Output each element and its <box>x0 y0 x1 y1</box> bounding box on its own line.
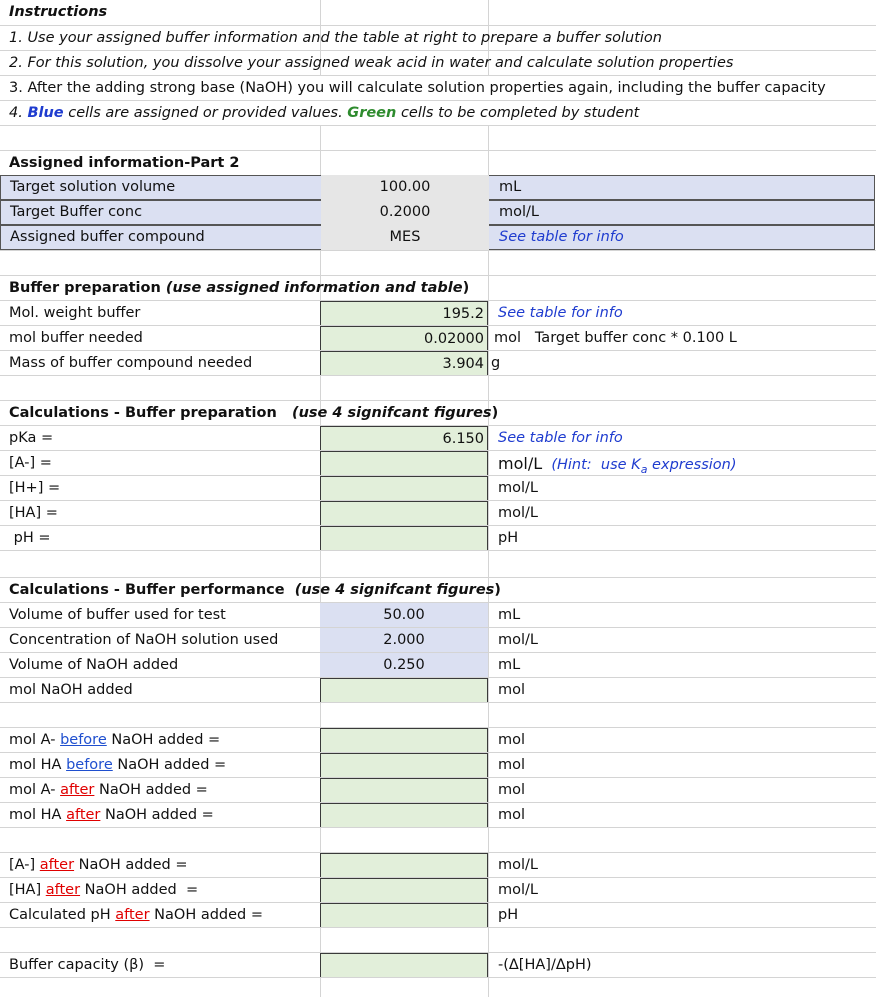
calc-perf-title-row <box>0 577 876 603</box>
perf-unit[interactable]: mL <box>498 607 521 623</box>
prep-title-row <box>0 275 876 301</box>
calc-prep-title-row <box>0 400 876 426</box>
assigned-label[interactable]: Assigned buffer compound <box>10 229 205 245</box>
prep-row <box>0 300 876 326</box>
calc-perf-row <box>0 677 876 703</box>
calc-perf-row <box>0 652 876 678</box>
calc-label[interactable]: [A-] = <box>9 455 52 471</box>
mol-unit[interactable]: mol <box>498 807 526 823</box>
calc-label[interactable]: [H+] = <box>9 480 61 496</box>
perf-value[interactable]: 2.000 <box>320 628 488 653</box>
instruction-text[interactable]: 3. After the adding strong base (NaOH) you will calculate solution properties again, including the buffer capacity <box>0 76 875 101</box>
assigned-row <box>0 200 875 225</box>
calc-input[interactable] <box>320 501 488 526</box>
mol-row <box>0 752 876 778</box>
calc-perf-row <box>0 627 876 653</box>
calc-perf-row <box>0 602 876 628</box>
blue-word: Blue <box>27 105 64 121</box>
assigned-unit[interactable]: mL <box>499 179 522 195</box>
calc-label[interactable]: pKa = <box>9 430 54 446</box>
instructions-title[interactable]: Instructions <box>9 4 108 20</box>
instructions-title-row <box>0 0 876 25</box>
calc-unit[interactable]: mol/L (Hint: use $K_a$ expression) <box>498 454 737 476</box>
conc-input[interactable] <box>320 878 488 903</box>
conc-row <box>0 852 876 878</box>
prep-title[interactable]: Buffer preparation (use assigned information and table) <box>9 280 470 296</box>
calc-unit[interactable]: pH <box>498 530 519 546</box>
calc-unit[interactable]: mol/L <box>498 505 538 521</box>
perf-unit[interactable]: mol <box>498 682 526 698</box>
mol-unit[interactable]: mol <box>498 757 526 773</box>
empty-row <box>0 827 876 853</box>
instruction-line-4 <box>0 100 876 126</box>
empty-row <box>0 375 876 401</box>
mol-input[interactable] <box>320 803 488 828</box>
mol-label[interactable]: mol HA after NaOH added = <box>9 807 214 823</box>
instruction-text[interactable]: 1. Use your assigned buffer information and the table at right to prepare a buffer solution <box>9 30 662 46</box>
prep-value[interactable]: 0.02000 <box>320 326 488 351</box>
perf-value[interactable]: 0.250 <box>320 653 488 678</box>
perf-value[interactable]: 50.00 <box>320 603 488 628</box>
assigned-value[interactable]: 100.00 <box>321 175 489 200</box>
calc-prep-row <box>0 425 876 451</box>
capacity-input[interactable] <box>320 953 488 978</box>
mol-input[interactable] <box>320 753 488 778</box>
assigned-title-row <box>0 150 876 176</box>
prep-label[interactable]: Mass of buffer compound needed <box>9 355 253 371</box>
instruction-line-1 <box>0 25 876 51</box>
assigned-value[interactable]: MES <box>321 225 489 250</box>
calc-prep-title[interactable]: Calculations - Buffer preparation (use 4 signifcant figures) <box>9 405 499 421</box>
mol-unit[interactable]: mol <box>498 732 526 748</box>
instruction-line-2 <box>0 50 876 76</box>
conc-row <box>0 877 876 903</box>
conc-label[interactable]: [HA] after NaOH added = <box>9 882 199 898</box>
calc-input[interactable] <box>320 476 488 501</box>
conc-label[interactable]: Calculated pH after NaOH added = <box>9 907 264 923</box>
assigned-row <box>0 175 875 200</box>
prep-row <box>0 350 876 376</box>
perf-input[interactable] <box>320 678 488 703</box>
calc-prep-row <box>0 525 876 551</box>
perf-label[interactable]: Volume of NaOH added <box>9 657 179 673</box>
calc-prep-row <box>0 500 876 526</box>
conc-unit[interactable]: mol/L <box>498 857 538 873</box>
table-info-link[interactable]: See table for info <box>498 430 623 446</box>
capacity-row <box>0 952 876 978</box>
empty-row <box>0 977 876 1003</box>
prep-unit[interactable]: mol Target buffer conc * 0.100 L <box>494 330 737 346</box>
empty-row <box>0 550 876 576</box>
assigned-value[interactable]: 0.2000 <box>321 200 489 225</box>
mol-row <box>0 802 876 828</box>
mol-label[interactable]: mol HA before NaOH added = <box>9 757 227 773</box>
calc-input[interactable] <box>320 451 488 476</box>
prep-unit[interactable]: g <box>491 355 501 371</box>
calc-perf-title[interactable]: Calculations - Buffer performance (use 4 signifcant figures) <box>9 582 501 598</box>
assigned-unit[interactable]: mol/L <box>499 204 539 220</box>
empty-row <box>0 702 876 728</box>
mol-input[interactable] <box>320 778 488 803</box>
table-info-link[interactable]: See table for info <box>498 305 623 321</box>
calc-label[interactable]: pH = <box>9 530 51 546</box>
assigned-row <box>0 225 875 250</box>
capacity-unit[interactable]: -(Δ[HA]/ΔpH) <box>498 957 592 973</box>
table-info-link[interactable]: See table for info <box>499 229 624 245</box>
mol-row <box>0 727 876 753</box>
perf-unit[interactable]: mL <box>498 657 521 673</box>
conc-row <box>0 902 876 928</box>
calc-prep-row <box>0 450 876 476</box>
empty-row <box>0 125 876 151</box>
conc-input[interactable] <box>320 903 488 928</box>
mol-unit[interactable]: mol <box>498 782 526 798</box>
conc-unit[interactable]: pH <box>498 907 519 923</box>
perf-label[interactable]: Volume of buffer used for test <box>9 607 226 623</box>
assigned-label[interactable]: Target solution volume <box>10 179 176 195</box>
empty-row <box>0 250 876 276</box>
mol-label[interactable]: mol A- after NaOH added = <box>9 782 208 798</box>
assigned-label[interactable]: Target Buffer conc <box>10 204 143 220</box>
mol-label[interactable]: mol A- before NaOH added = <box>9 732 221 748</box>
prep-label[interactable]: Mol. weight buffer <box>9 305 141 321</box>
assigned-title[interactable]: Assigned information-Part 2 <box>9 155 240 171</box>
instruction-text-4[interactable]: 4. Blue cells are assigned or provided values. Green cells to be completed by student <box>0 101 875 126</box>
prep-row <box>0 325 876 351</box>
mol-input[interactable] <box>320 728 488 753</box>
prep-label[interactable]: mol buffer needed <box>9 330 143 346</box>
calc-prep-row <box>0 475 876 501</box>
mol-row <box>0 777 876 803</box>
calc-label[interactable]: [HA] = <box>9 505 58 521</box>
prep-value[interactable]: 3.904 <box>320 351 488 376</box>
calc-unit[interactable]: mol/L <box>498 480 538 496</box>
green-word: Green <box>347 105 397 121</box>
capacity-label[interactable]: Buffer capacity (β) = <box>9 957 166 973</box>
perf-unit[interactable]: mol/L <box>498 632 538 648</box>
instruction-line-3 <box>0 75 876 101</box>
perf-label[interactable]: Concentration of NaOH solution used <box>9 632 279 648</box>
perf-label[interactable]: mol NaOH added <box>9 682 133 698</box>
prep-value[interactable]: 195.2 <box>320 301 488 326</box>
conc-unit[interactable]: mol/L <box>498 882 538 898</box>
calc-input[interactable] <box>320 526 488 551</box>
conc-label[interactable]: [A-] after NaOH added = <box>9 857 188 873</box>
calc-value[interactable]: 6.150 <box>320 426 488 451</box>
empty-row <box>0 927 876 953</box>
instruction-text[interactable]: 2. For this solution, you dissolve your assigned weak acid in water and calculate solution properties <box>9 55 734 71</box>
conc-input[interactable] <box>320 853 488 878</box>
